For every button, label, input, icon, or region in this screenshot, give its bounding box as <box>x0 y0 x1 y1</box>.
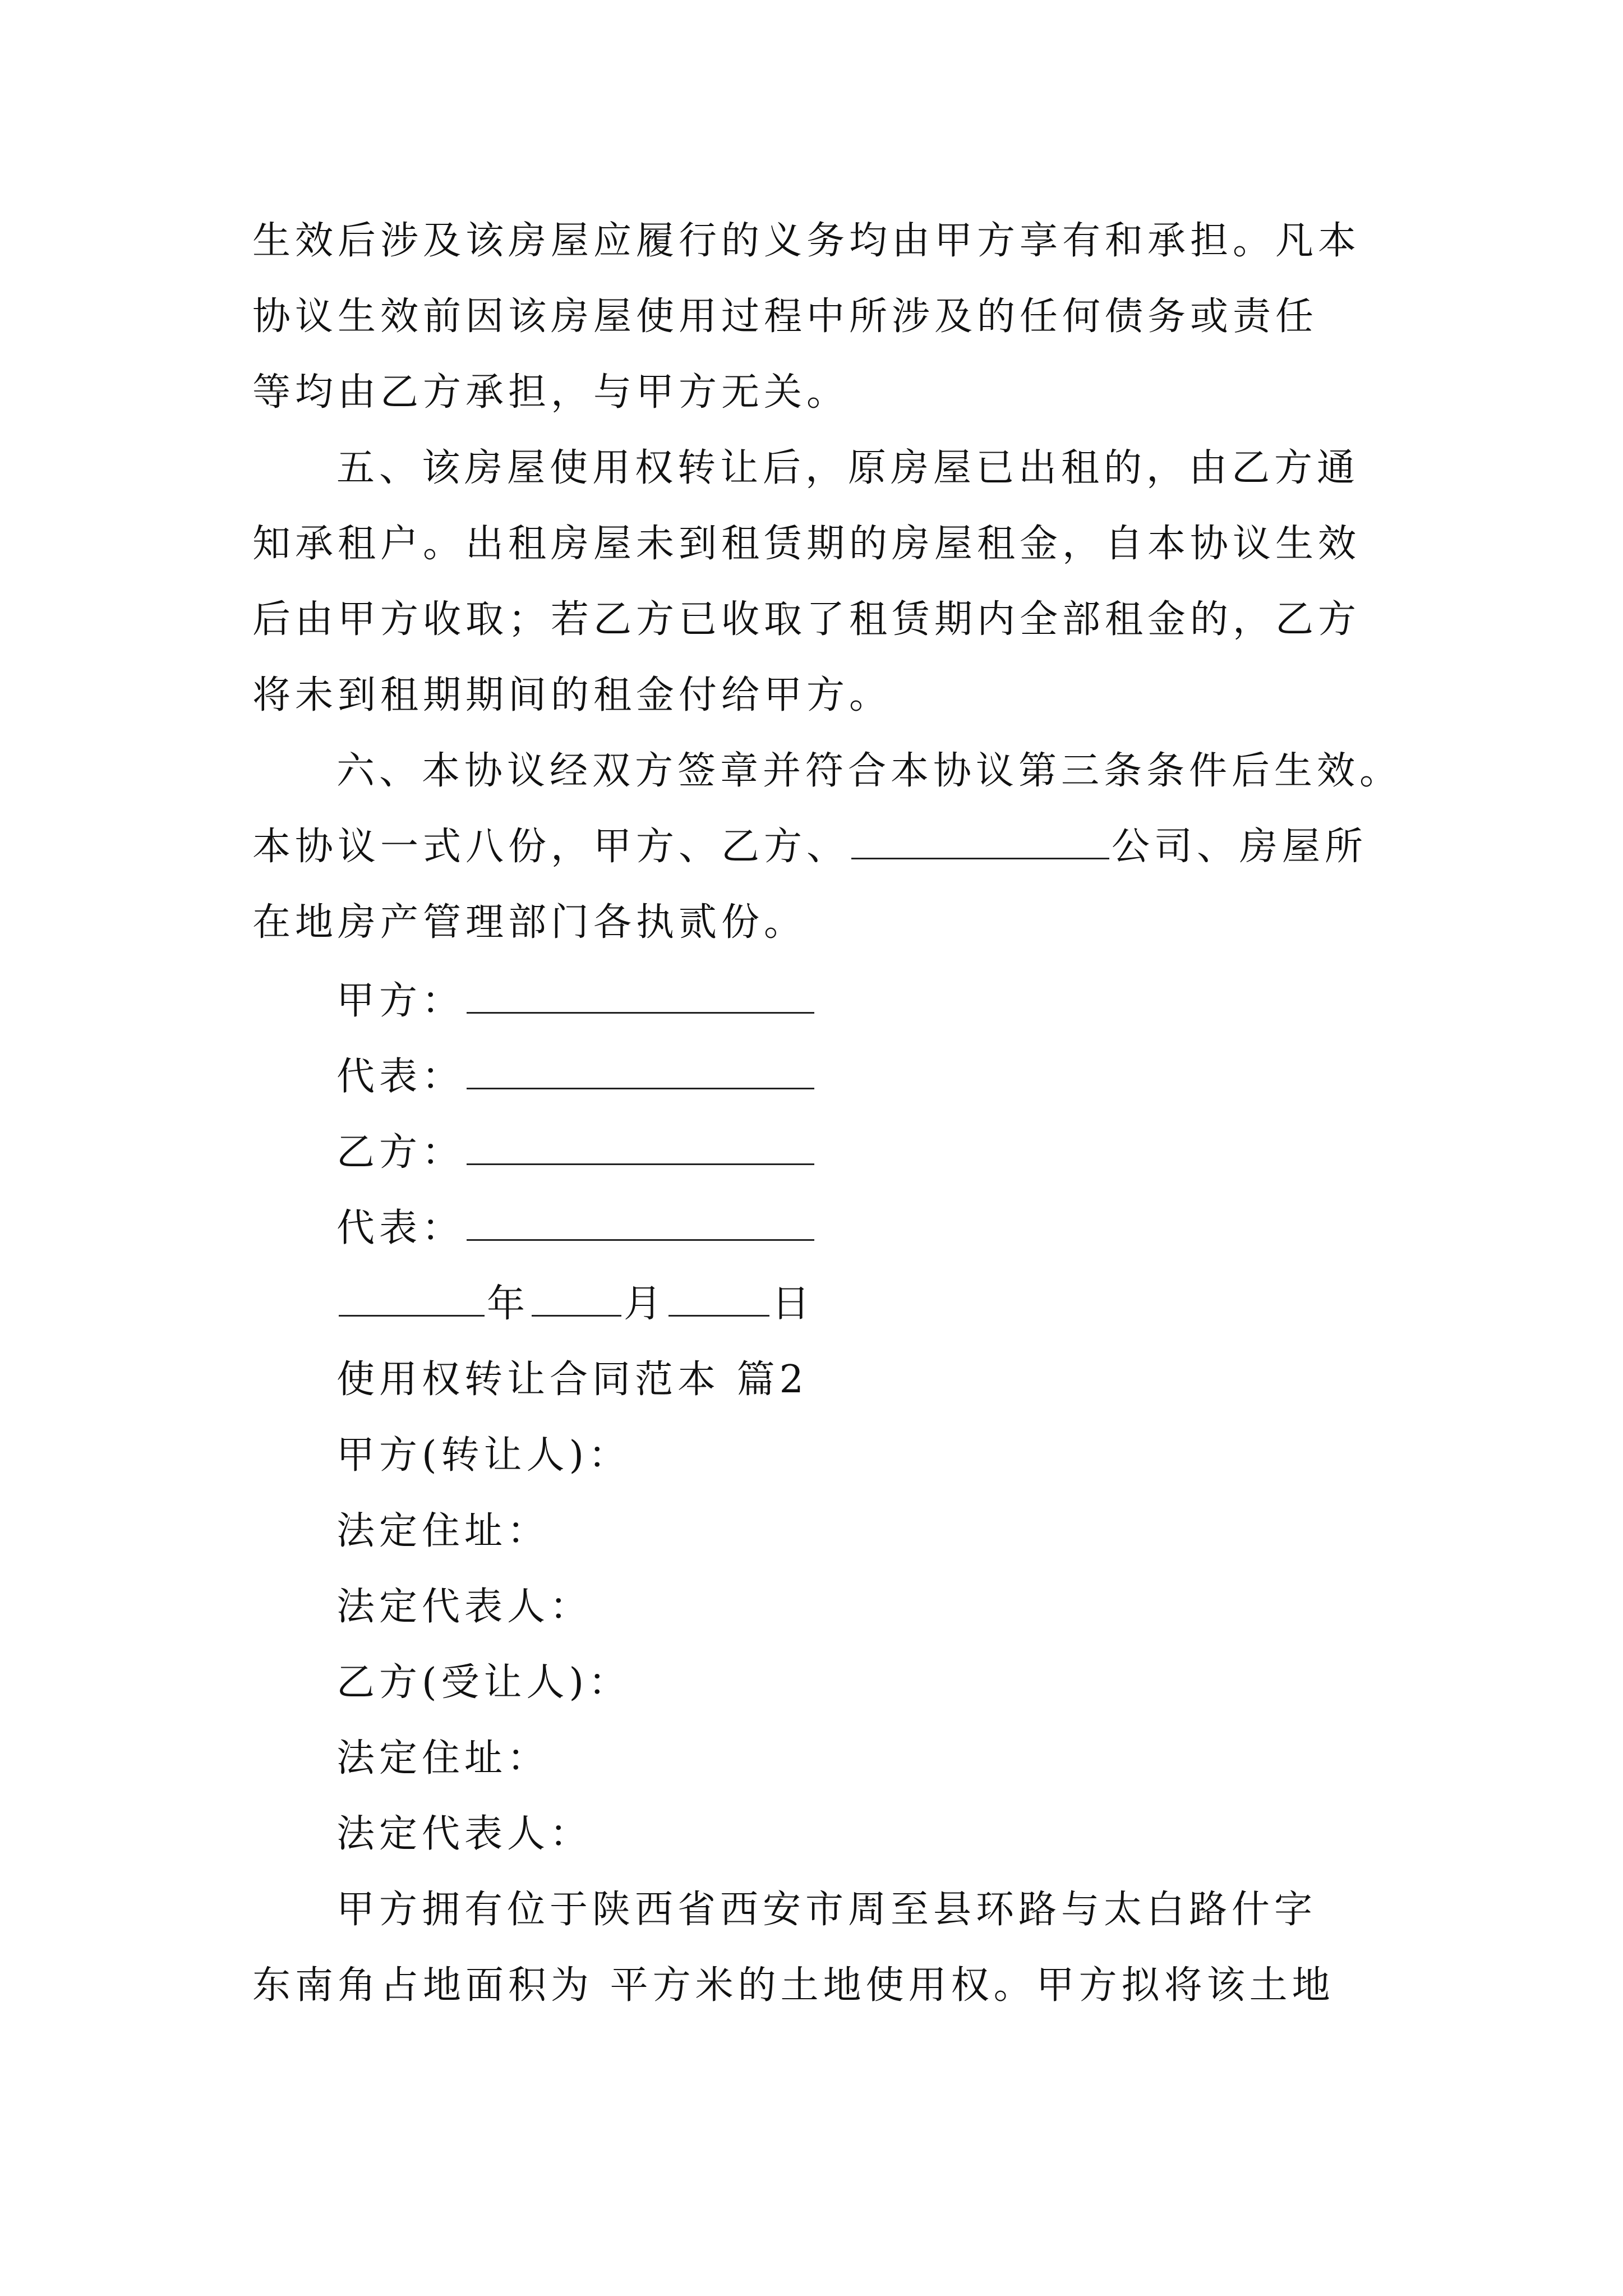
party-b-signature <box>336 1128 817 1178</box>
paragraph-5-line-4: 将未到租期期间的租金付给甲方。 <box>252 673 892 717</box>
paragraph-4-line-3: 等均由乙方承担，与甲方无关。 <box>252 370 850 415</box>
year-blank <box>339 1281 485 1317</box>
party-a-signature <box>336 976 817 1027</box>
day-blank <box>668 1281 769 1317</box>
party-b-blank <box>467 1130 814 1165</box>
final-paragraph-line-1: 甲方拥有位于陕西省西安市周至县环路与太白路什字 <box>336 1888 1317 1932</box>
contract2-a-rep: 法定代表人： <box>336 1585 593 1629</box>
rep-2-label: 代表： <box>336 1206 465 1250</box>
contract2-b-rep: 法定代表人： <box>336 1812 593 1856</box>
party-a-label: 甲方： <box>336 979 465 1023</box>
paragraph-4-line-2: 协议生效前因该房屋使用过程中所涉及的任何债务或责任 <box>252 295 1318 339</box>
rep-1-signature <box>336 1052 817 1102</box>
paragraph-6-line-2 <box>252 822 1367 872</box>
rep-1-blank <box>467 1054 814 1089</box>
paragraph-5-line-3: 后由甲方收取；若乙方已收取了租赁期内全部租金的，乙方 <box>252 597 1361 642</box>
contract2-b-address: 法定住址： <box>336 1736 550 1780</box>
party-a-blank <box>467 978 814 1014</box>
contract2-a-address: 法定住址： <box>336 1509 550 1553</box>
rep-1-label: 代表： <box>336 1055 465 1099</box>
paragraph-6-line-1: 六、本协议经双方签章并符合本协议第三条条件后生效。 <box>336 749 1403 793</box>
year-label: 年 <box>487 1282 530 1326</box>
paragraph-4-line-1: 生效后涉及该房屋应履行的义务均由甲方享有和承担。凡本 <box>252 219 1361 263</box>
final-paragraph-line-2: 东南角占地面积为 平方米的土地使用权。甲方拟将该土地 <box>252 1963 1335 2008</box>
day-label: 日 <box>772 1282 815 1326</box>
paragraph-5-line-1: 五、该房屋使用权转让后，原房屋已出租的，由乙方通 <box>336 446 1360 490</box>
rep-2-signature <box>336 1203 817 1254</box>
paragraph-6-line-3: 在地房产管理部门各执贰份。 <box>252 900 807 945</box>
paragraph-5-line-2: 知承租户。出租房屋未到租赁期的房屋租金，自本协议生效 <box>252 522 1361 566</box>
paragraph-6-line-2-after: 公司、房屋所 <box>1112 825 1368 869</box>
party-b-label: 乙方： <box>336 1130 465 1175</box>
contract2-party-a: 甲方(转让人)： <box>336 1433 631 1478</box>
month-blank <box>532 1281 621 1317</box>
paragraph-6-line-2-before: 本协议一式八份，甲方、乙方、 <box>252 825 850 869</box>
company-blank <box>851 824 1109 859</box>
date-line <box>336 1279 814 1329</box>
section-title: 使用权转让合同范本 篇2 <box>336 1358 808 1402</box>
rep-2-blank <box>467 1205 814 1241</box>
month-label: 月 <box>624 1282 667 1326</box>
contract2-party-b: 乙方(受让人)： <box>336 1660 631 1705</box>
